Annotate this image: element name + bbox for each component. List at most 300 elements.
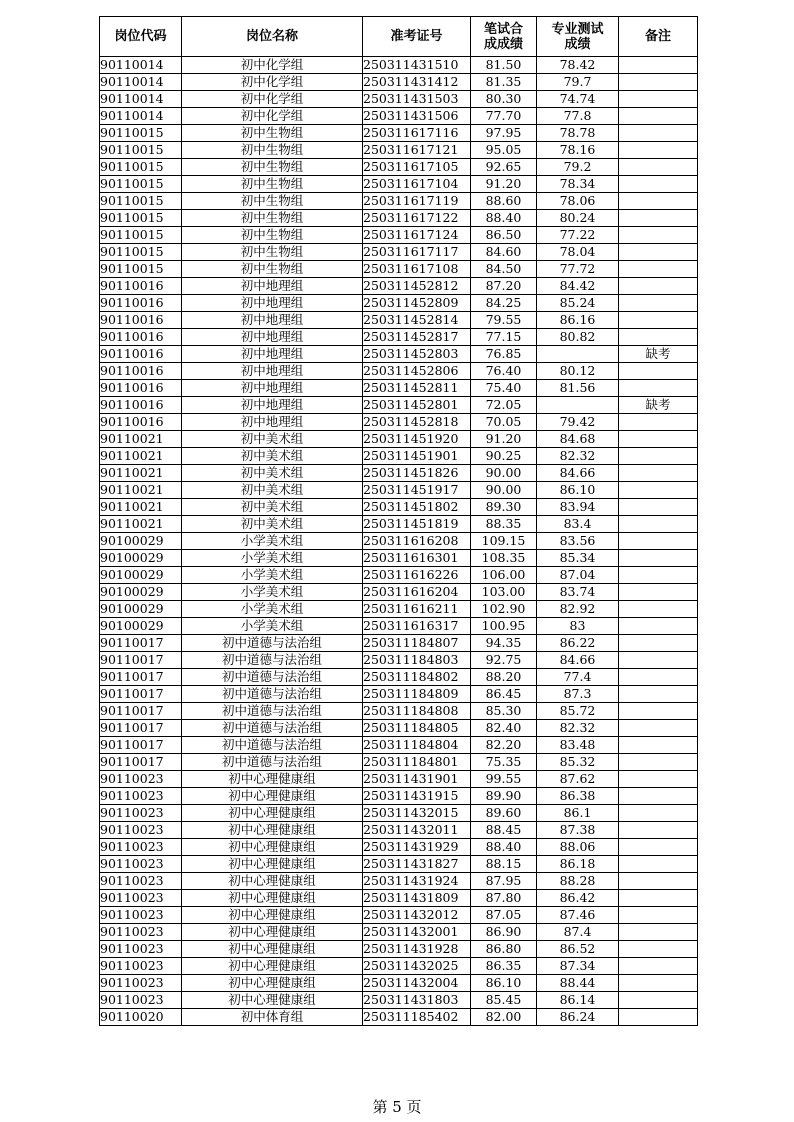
position-code-cell: 90110017 <box>100 720 182 737</box>
position-name-cell: 初中美术组 <box>182 465 363 482</box>
written-score-cell: 84.25 <box>471 295 537 312</box>
remarks-cell <box>619 635 698 652</box>
position-code-cell: 90110015 <box>100 176 182 193</box>
table-row <box>100 516 698 533</box>
position-name-cell: 初中心理健康组 <box>182 771 363 788</box>
written-score-cell: 88.60 <box>471 193 537 210</box>
professional-score-cell: 78.16 <box>537 142 619 159</box>
position-code-cell: 90100029 <box>100 584 182 601</box>
professional-score-cell: 81.56 <box>537 380 619 397</box>
ticket-number-cell: 250311431809 <box>363 890 471 907</box>
remarks-cell <box>619 737 698 754</box>
position-code-cell: 90110015 <box>100 159 182 176</box>
professional-score-cell: 80.82 <box>537 329 619 346</box>
ticket-number-cell: 250311432004 <box>363 975 471 992</box>
position-name-cell: 初中化学组 <box>182 108 363 125</box>
written-score-cell: 82.40 <box>471 720 537 737</box>
written-score-cell: 82.20 <box>471 737 537 754</box>
ticket-number-cell: 250311617121 <box>363 142 471 159</box>
position-code-cell: 90110020 <box>100 1009 182 1026</box>
professional-score-cell: 88.06 <box>537 839 619 856</box>
written-score-cell: 86.10 <box>471 975 537 992</box>
position-name-cell: 初中道德与法治组 <box>182 669 363 686</box>
professional-score-cell: 87.04 <box>537 567 619 584</box>
written-score-cell: 80.30 <box>471 91 537 108</box>
table-row <box>100 380 698 397</box>
position-name-cell: 初中生物组 <box>182 176 363 193</box>
position-code-cell: 90100029 <box>100 567 182 584</box>
position-code-cell: 90110016 <box>100 278 182 295</box>
position-name-cell: 初中生物组 <box>182 193 363 210</box>
professional-score-cell: 78.78 <box>537 125 619 142</box>
position-name-cell: 初中美术组 <box>182 431 363 448</box>
position-name-cell: 初中地理组 <box>182 312 363 329</box>
table-row <box>100 1009 698 1026</box>
table-row <box>100 227 698 244</box>
professional-score-cell: 78.42 <box>537 57 619 74</box>
written-score-cell: 89.30 <box>471 499 537 516</box>
table-row <box>100 363 698 380</box>
written-score-cell: 88.40 <box>471 839 537 856</box>
remarks-cell <box>619 771 698 788</box>
professional-score-cell: 86.52 <box>537 941 619 958</box>
professional-score-cell: 83.56 <box>537 533 619 550</box>
table-row <box>100 74 698 91</box>
position-code-cell: 90110017 <box>100 737 182 754</box>
remarks-cell <box>619 958 698 975</box>
remarks-cell <box>619 431 698 448</box>
table-row <box>100 499 698 516</box>
table-row <box>100 584 698 601</box>
written-score-cell: 91.20 <box>471 431 537 448</box>
professional-score-cell: 85.72 <box>537 703 619 720</box>
ticket-number-cell: 250311184808 <box>363 703 471 720</box>
position-code-cell: 90110014 <box>100 108 182 125</box>
table-row <box>100 329 698 346</box>
table-row <box>100 941 698 958</box>
position-code-cell: 90110017 <box>100 686 182 703</box>
header-professional-score-line2: 成绩 <box>564 36 591 52</box>
table-row <box>100 210 698 227</box>
position-name-cell: 初中心理健康组 <box>182 890 363 907</box>
table-row <box>100 992 698 1009</box>
table-row <box>100 448 698 465</box>
ticket-number-cell: 250311616301 <box>363 550 471 567</box>
ticket-number-cell: 250311617124 <box>363 227 471 244</box>
professional-score-cell: 79.7 <box>537 74 619 91</box>
professional-score-cell: 77.8 <box>537 108 619 125</box>
table-row <box>100 108 698 125</box>
position-name-cell: 小学美术组 <box>182 567 363 584</box>
professional-score-cell <box>537 397 619 414</box>
position-code-cell: 90110015 <box>100 193 182 210</box>
written-score-cell: 109.15 <box>471 533 537 550</box>
position-code-cell: 90110015 <box>100 210 182 227</box>
professional-score-cell: 85.24 <box>537 295 619 312</box>
written-score-cell: 77.15 <box>471 329 537 346</box>
remarks-cell <box>619 91 698 108</box>
professional-score-cell: 78.34 <box>537 176 619 193</box>
ticket-number-cell: 250311617119 <box>363 193 471 210</box>
table-row <box>100 346 698 363</box>
position-name-cell: 初中道德与法治组 <box>182 737 363 754</box>
written-score-cell: 86.80 <box>471 941 537 958</box>
ticket-number-cell: 250311452801 <box>363 397 471 414</box>
remarks-cell <box>619 992 698 1009</box>
professional-score-cell: 83.94 <box>537 499 619 516</box>
position-name-cell: 初中道德与法治组 <box>182 703 363 720</box>
remarks-cell <box>619 125 698 142</box>
position-code-cell: 90110023 <box>100 941 182 958</box>
written-score-cell: 87.20 <box>471 278 537 295</box>
professional-score-cell: 86.22 <box>537 635 619 652</box>
ticket-number-cell: 250311431915 <box>363 788 471 805</box>
remarks-cell <box>619 533 698 550</box>
written-score-cell: 89.90 <box>471 788 537 805</box>
remarks-cell <box>619 839 698 856</box>
remarks-cell <box>619 652 698 669</box>
ticket-number-cell: 250311451826 <box>363 465 471 482</box>
professional-score-cell: 83.74 <box>537 584 619 601</box>
remarks-cell: 缺考 <box>619 397 698 414</box>
position-code-cell: 90110023 <box>100 771 182 788</box>
table-row <box>100 958 698 975</box>
ticket-number-cell: 250311431924 <box>363 873 471 890</box>
table-row <box>100 720 698 737</box>
position-code-cell: 90110016 <box>100 295 182 312</box>
written-score-cell: 102.90 <box>471 601 537 618</box>
written-score-cell: 99.55 <box>471 771 537 788</box>
written-score-cell: 81.50 <box>471 57 537 74</box>
ticket-number-cell: 250311451802 <box>363 499 471 516</box>
professional-score-cell: 80.24 <box>537 210 619 227</box>
ticket-number-cell: 250311451901 <box>363 448 471 465</box>
table-row <box>100 397 698 414</box>
professional-score-cell: 88.28 <box>537 873 619 890</box>
position-code-cell: 90100029 <box>100 618 182 635</box>
position-name-cell: 初中道德与法治组 <box>182 686 363 703</box>
ticket-number-cell: 250311185402 <box>363 1009 471 1026</box>
table-row <box>100 822 698 839</box>
professional-score-cell: 86.14 <box>537 992 619 1009</box>
position-name-cell: 初中生物组 <box>182 244 363 261</box>
table-row <box>100 261 698 278</box>
remarks-cell <box>619 499 698 516</box>
ticket-number-cell: 250311616204 <box>363 584 471 601</box>
ticket-number-cell: 250311617117 <box>363 244 471 261</box>
written-score-cell: 70.05 <box>471 414 537 431</box>
position-code-cell: 90110014 <box>100 74 182 91</box>
position-name-cell: 初中地理组 <box>182 363 363 380</box>
remarks-cell <box>619 176 698 193</box>
position-code-cell: 90110017 <box>100 669 182 686</box>
position-name-cell: 初中美术组 <box>182 516 363 533</box>
remarks-cell <box>619 550 698 567</box>
ticket-number-cell: 250311184802 <box>363 669 471 686</box>
table-row <box>100 125 698 142</box>
professional-score-cell: 79.42 <box>537 414 619 431</box>
ticket-number-cell: 250311452809 <box>363 295 471 312</box>
remarks-cell <box>619 210 698 227</box>
table-row <box>100 91 698 108</box>
position-code-cell: 90110016 <box>100 346 182 363</box>
position-name-cell: 小学美术组 <box>182 550 363 567</box>
position-name-cell: 初中地理组 <box>182 278 363 295</box>
written-score-cell: 86.90 <box>471 924 537 941</box>
remarks-cell <box>619 380 698 397</box>
position-code-cell: 90110016 <box>100 397 182 414</box>
professional-score-cell: 87.3 <box>537 686 619 703</box>
position-code-cell: 90110021 <box>100 482 182 499</box>
position-name-cell: 初中道德与法治组 <box>182 754 363 771</box>
professional-score-cell: 87.38 <box>537 822 619 839</box>
remarks-cell <box>619 601 698 618</box>
professional-score-cell: 86.18 <box>537 856 619 873</box>
position-name-cell: 初中地理组 <box>182 346 363 363</box>
position-name-cell: 初中生物组 <box>182 125 363 142</box>
ticket-number-cell: 250311431412 <box>363 74 471 91</box>
position-name-cell: 初中美术组 <box>182 499 363 516</box>
ticket-number-cell: 250311617116 <box>363 125 471 142</box>
header-position-code: 岗位代码 <box>100 17 182 57</box>
written-score-cell: 84.60 <box>471 244 537 261</box>
table-row <box>100 890 698 907</box>
written-score-cell: 75.35 <box>471 754 537 771</box>
professional-score-cell: 77.22 <box>537 227 619 244</box>
written-score-cell: 94.35 <box>471 635 537 652</box>
remarks-cell <box>619 788 698 805</box>
professional-score-cell: 86.10 <box>537 482 619 499</box>
professional-score-cell: 86.1 <box>537 805 619 822</box>
table-row <box>100 176 698 193</box>
remarks-cell <box>619 261 698 278</box>
professional-score-cell: 84.42 <box>537 278 619 295</box>
table-row <box>100 975 698 992</box>
position-name-cell: 初中心理健康组 <box>182 924 363 941</box>
written-score-cell: 87.95 <box>471 873 537 890</box>
professional-score-cell: 85.32 <box>537 754 619 771</box>
header-remarks: 备注 <box>619 17 698 57</box>
professional-score-cell: 85.34 <box>537 550 619 567</box>
ticket-number-cell: 250311451819 <box>363 516 471 533</box>
professional-score-cell: 82.32 <box>537 720 619 737</box>
written-score-cell: 72.05 <box>471 397 537 414</box>
ticket-number-cell: 250311432025 <box>363 958 471 975</box>
position-name-cell: 初中心理健康组 <box>182 805 363 822</box>
position-code-cell: 90110023 <box>100 873 182 890</box>
position-code-cell: 90110023 <box>100 805 182 822</box>
position-code-cell: 90110023 <box>100 958 182 975</box>
ticket-number-cell: 250311616226 <box>363 567 471 584</box>
table-row <box>100 669 698 686</box>
ticket-number-cell: 250311184804 <box>363 737 471 754</box>
remarks-cell <box>619 363 698 380</box>
ticket-number-cell: 250311184801 <box>363 754 471 771</box>
written-score-cell: 76.40 <box>471 363 537 380</box>
table-row <box>100 142 698 159</box>
position-name-cell: 初中地理组 <box>182 380 363 397</box>
position-code-cell: 90110016 <box>100 380 182 397</box>
table-row <box>100 805 698 822</box>
position-name-cell: 初中化学组 <box>182 57 363 74</box>
written-score-cell: 77.70 <box>471 108 537 125</box>
page-number: 第 5 页 <box>372 1098 422 1116</box>
table-row <box>100 737 698 754</box>
ticket-number-cell: 250311432012 <box>363 907 471 924</box>
position-name-cell: 初中化学组 <box>182 74 363 91</box>
remarks-cell <box>619 482 698 499</box>
position-name-cell: 初中道德与法治组 <box>182 635 363 652</box>
written-score-cell: 92.75 <box>471 652 537 669</box>
position-code-cell: 90110023 <box>100 788 182 805</box>
table-row <box>100 295 698 312</box>
table-body <box>100 57 698 1026</box>
position-code-cell: 90100029 <box>100 601 182 618</box>
position-code-cell: 90110021 <box>100 465 182 482</box>
professional-score-cell: 87.46 <box>537 907 619 924</box>
remarks-cell <box>619 278 698 295</box>
written-score-cell: 90.00 <box>471 482 537 499</box>
table-row <box>100 414 698 431</box>
remarks-cell <box>619 516 698 533</box>
position-name-cell: 初中心理健康组 <box>182 839 363 856</box>
remarks-cell <box>619 193 698 210</box>
position-code-cell: 90110016 <box>100 363 182 380</box>
written-score-cell: 87.80 <box>471 890 537 907</box>
professional-score-cell: 78.06 <box>537 193 619 210</box>
written-score-cell: 86.50 <box>471 227 537 244</box>
written-score-cell: 84.50 <box>471 261 537 278</box>
remarks-cell <box>619 244 698 261</box>
written-score-cell: 87.05 <box>471 907 537 924</box>
position-name-cell: 小学美术组 <box>182 601 363 618</box>
position-name-cell: 初中生物组 <box>182 142 363 159</box>
position-name-cell: 小学美术组 <box>182 618 363 635</box>
position-name-cell: 初中生物组 <box>182 227 363 244</box>
position-code-cell: 90110015 <box>100 142 182 159</box>
written-score-cell: 97.95 <box>471 125 537 142</box>
remarks-cell <box>619 142 698 159</box>
written-score-cell: 91.20 <box>471 176 537 193</box>
header-written-score-line1: 笔试合 <box>483 21 523 37</box>
written-score-cell: 82.00 <box>471 1009 537 1026</box>
table-row <box>100 465 698 482</box>
table-row <box>100 754 698 771</box>
professional-score-cell: 83 <box>537 618 619 635</box>
ticket-number-cell: 250311431803 <box>363 992 471 1009</box>
position-code-cell: 90110021 <box>100 499 182 516</box>
position-code-cell: 90110023 <box>100 992 182 1009</box>
header-professional-score-line1: 专业测试 <box>551 21 604 37</box>
remarks-cell <box>619 227 698 244</box>
remarks-cell: 缺考 <box>619 346 698 363</box>
professional-score-cell: 84.66 <box>537 652 619 669</box>
position-name-cell: 初中地理组 <box>182 329 363 346</box>
ticket-number-cell: 250311616208 <box>363 533 471 550</box>
position-name-cell: 初中心理健康组 <box>182 873 363 890</box>
ticket-number-cell: 250311616317 <box>363 618 471 635</box>
written-score-cell: 76.85 <box>471 346 537 363</box>
ticket-number-cell: 250311452803 <box>363 346 471 363</box>
table-row <box>100 873 698 890</box>
table-header-row <box>100 17 698 57</box>
position-name-cell: 初中地理组 <box>182 414 363 431</box>
written-score-cell: 86.35 <box>471 958 537 975</box>
ticket-number-cell: 250311431506 <box>363 108 471 125</box>
position-name-cell: 初中心理健康组 <box>182 822 363 839</box>
written-score-cell: 90.00 <box>471 465 537 482</box>
professional-score-cell: 86.24 <box>537 1009 619 1026</box>
ticket-number-cell: 250311617122 <box>363 210 471 227</box>
position-name-cell: 初中美术组 <box>182 482 363 499</box>
table-row <box>100 244 698 261</box>
table-row <box>100 57 698 74</box>
position-name-cell: 初中道德与法治组 <box>182 720 363 737</box>
position-name-cell: 初中地理组 <box>182 295 363 312</box>
professional-score-cell: 79.2 <box>537 159 619 176</box>
position-code-cell: 90110023 <box>100 907 182 924</box>
table-row <box>100 159 698 176</box>
ticket-number-cell: 250311184805 <box>363 720 471 737</box>
written-score-cell: 85.30 <box>471 703 537 720</box>
ticket-number-cell: 250311616211 <box>363 601 471 618</box>
written-score-cell: 88.15 <box>471 856 537 873</box>
position-code-cell: 90110016 <box>100 329 182 346</box>
professional-score-cell: 84.68 <box>537 431 619 448</box>
position-code-cell: 90110021 <box>100 448 182 465</box>
header-written-score-line2: 成成绩 <box>483 36 523 52</box>
table-row <box>100 193 698 210</box>
written-score-cell: 106.00 <box>471 567 537 584</box>
position-name-cell: 初中生物组 <box>182 261 363 278</box>
professional-score-cell: 86.42 <box>537 890 619 907</box>
header-written-score <box>471 17 537 57</box>
position-code-cell: 90110015 <box>100 125 182 142</box>
ticket-number-cell: 250311452811 <box>363 380 471 397</box>
position-code-cell: 90110023 <box>100 924 182 941</box>
remarks-cell <box>619 414 698 431</box>
position-code-cell: 90110017 <box>100 652 182 669</box>
position-code-cell: 90110023 <box>100 890 182 907</box>
table-row <box>100 652 698 669</box>
table-row <box>100 567 698 584</box>
written-score-cell: 86.45 <box>471 686 537 703</box>
position-name-cell: 初中体育组 <box>182 1009 363 1026</box>
position-code-cell: 90110021 <box>100 431 182 448</box>
position-code-cell: 90110023 <box>100 822 182 839</box>
ticket-number-cell: 250311451920 <box>363 431 471 448</box>
remarks-cell <box>619 890 698 907</box>
written-score-cell: 81.35 <box>471 74 537 91</box>
table-row <box>100 839 698 856</box>
ticket-number-cell: 250311431929 <box>363 839 471 856</box>
written-score-cell: 88.20 <box>471 669 537 686</box>
remarks-cell <box>619 74 698 91</box>
position-code-cell: 90110021 <box>100 516 182 533</box>
position-code-cell: 90110017 <box>100 754 182 771</box>
table-row <box>100 788 698 805</box>
remarks-cell <box>619 975 698 992</box>
written-score-cell: 79.55 <box>471 312 537 329</box>
ticket-number-cell: 250311452806 <box>363 363 471 380</box>
header-ticket-number: 准考证号 <box>363 17 471 57</box>
header-position-name: 岗位名称 <box>182 17 363 57</box>
professional-score-cell: 87.4 <box>537 924 619 941</box>
position-name-cell: 初中心理健康组 <box>182 856 363 873</box>
table-row <box>100 533 698 550</box>
written-score-cell: 88.35 <box>471 516 537 533</box>
remarks-cell <box>619 907 698 924</box>
